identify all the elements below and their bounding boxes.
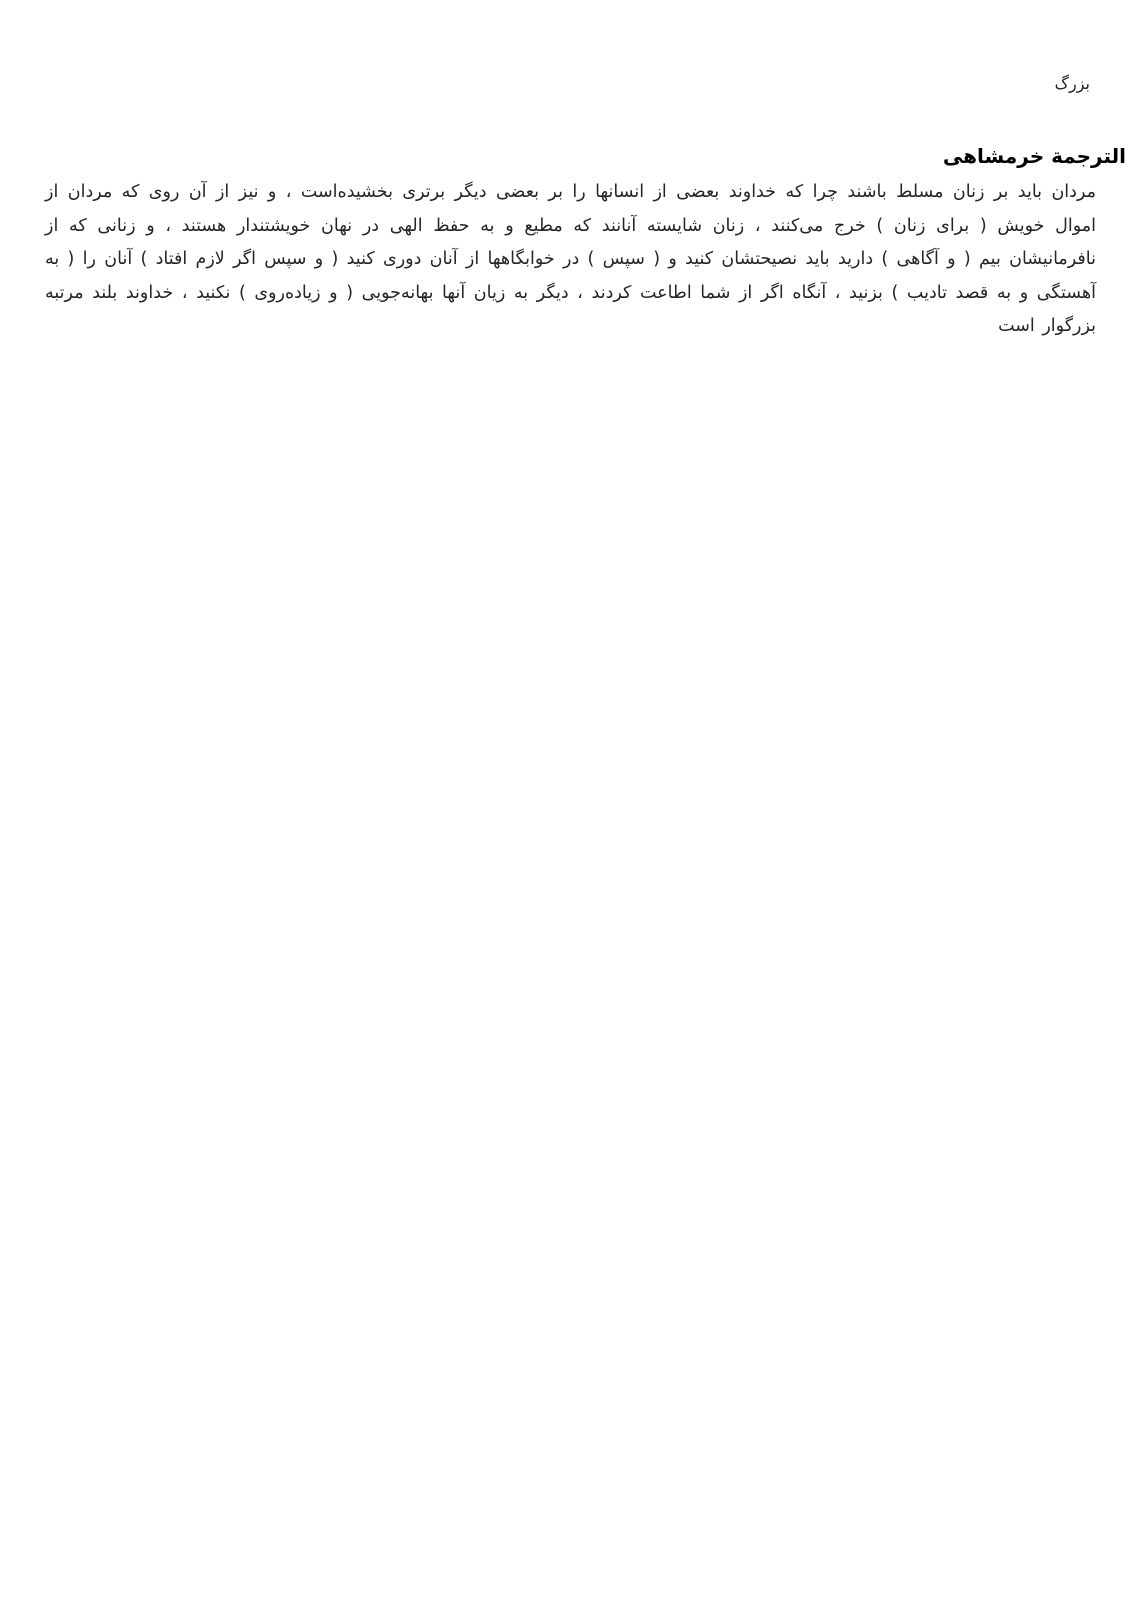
translation-heading: الترجمة خرمشاهی (942, 144, 1126, 168)
translation-paragraph: مردان باید بر زنان مسلط باشند چرا که خداوند بعضی از انسانها را بر بعضی دیگر برتری بخشیده‌است ، و نیز از آن روی که مردان از اموال خویش ( برای زنان ) خرج می‌کنند ، زنان شایسته آنانند که مطیع و به حفظ الهی در نهان خویشتندار هستند ، و زنانی که از نافرمانیشان بیم ( و آگاهی ) دارید باید نصیحتشان کنید و ( سپس ) در خوابگاهها از آنان دوری کنید ( و سپس اگر لازم افتاد ) آنان را ( به آهستگی و به قصد تادیب ) بزنید ، آنگاه اگر از شما اطاعت کردند ، دیگر به زیان آنها بهانه‌جویی ( و زیاده‌روی ) نکنید ، خداوند بلند مرتبه بزرگوار است (45, 182, 1096, 336)
top-word-fragment: بزرگ (1054, 74, 1090, 93)
